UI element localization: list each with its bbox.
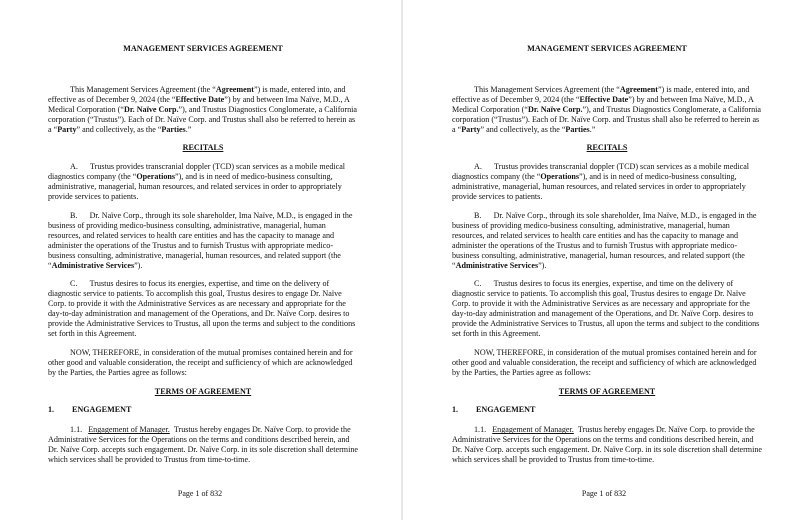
page-footer: Page 1 of 832 <box>581 489 627 498</box>
intro-paragraph: This Management Services Agreement (the “Agreement”) is made, entered into, and effective as of December 9, 2024 (the “Effective Date”) by and between Ima Naïve, M.D., A Medical Corporation (“Dr. Naïve Corp.”), and Trustus Diagnostics Conglomerate, a California corporation (“Trustus”). Each of Dr. Naïve Corp. and Trustus shall also be referred to herein as a “Party” and collectively, as the “Parties.” <box>452 84 762 134</box>
intro-paragraph: This Management Services Agreement (the “Agreement”) is made, entered into, and effective as of December 9, 2024 (the “Effective Date”) by and between Ima Naïve, M.D., A Medical Corporation (“Dr. Naïve Corp.”), and Trustus Diagnostics Conglomerate, a California corporation (“Trustus”). Each of Dr. Naïve Corp. and Trustus shall also be referred to herein as a “Party” and collectively, as the “Parties.” <box>48 84 358 134</box>
clause-1-1: 1.1. Engagement of Manager. Trustus hereby engages Dr. Naïve Corp. to provide the Administrative Services for the Operations on the terms and conditions described herein, and Dr. Naïve Corp. accepts such engagement. Dr. Naïve Corp. in its sole discretion shall determine which services shall be provided to Trustus from time-to-time. <box>452 425 762 465</box>
now-therefore-paragraph: NOW, THEREFORE, in consideration of the mutual promises contained herein and for other good and valuable consideration, the receipt and sufficiency of which are acknowledged by the Parties, the Parties agree as follows: <box>48 347 353 377</box>
page-divider <box>401 0 403 520</box>
page-right <box>404 0 804 520</box>
recital-c: C. Trustus desires to focus its energies, expertise, and time on the delivery of diagnostic service to patients. To accomplish this goal, Trustus desires to engage Dr. Naïve Corp. to provide it with the Administrative Services as are necessary and appropriate for the day-to-day administration and management of the Operations, and Dr. Naïve Corp. desires to provide the Administrative Services to Trustus, all upon the terms and subject to the conditions set forth in this Agreement. <box>452 279 760 338</box>
section-1-heading: 1. ENGAGEMENT <box>48 405 132 415</box>
recitals-heading: RECITALS <box>586 143 628 153</box>
recital-a: A. Trustus provides transcranial doppler (TCD) scan services as a mobile medical diagnostics company (the “Operations”), and is in need of medico-business consulting, administrative, managerial, human resources, and related services in order to appropriately provide services to patients. <box>48 162 346 202</box>
page-content <box>48 44 358 474</box>
page-left <box>0 0 400 520</box>
document-title: MANAGEMENT SERVICES AGREEMENT <box>527 44 687 53</box>
recital-b: B. Dr. Naïve Corp., through its sole shareholder, Ima Naïve, M.D., is engaged in the business of providing medico-business consulting, administrative, managerial, human resources, and related services to health care entities and has the capacity to manage and administer the operations of the Trustus and to furnish Trustus with appropriate medico-business consulting, administrative, managerial, human resources, and related support (the “Administrative Services”). <box>48 210 353 270</box>
now-therefore-paragraph: NOW, THEREFORE, in consideration of the mutual promises contained herein and for other good and valuable consideration, the receipt and sufficiency of which are acknowledged by the Parties, the Parties agree as follows: <box>452 347 757 377</box>
page-footer: Page 1 of 832 <box>177 489 223 498</box>
clause-1-1: 1.1. Engagement of Manager. Trustus hereby engages Dr. Naïve Corp. to provide the Administrative Services for the Operations on the terms and conditions described herein, and Dr. Naïve Corp. accepts such engagement. Dr. Naïve Corp. in its sole discretion shall determine which services shall be provided to Trustus from time-to-time. <box>48 425 358 465</box>
recital-a: A. Trustus provides transcranial doppler (TCD) scan services as a mobile medical diagnostics company (the “Operations”), and is in need of medico-business consulting, administrative, managerial, human resources, and related services in order to appropriately provide services to patients. <box>452 162 750 202</box>
recital-c: C. Trustus desires to focus its energies, expertise, and time on the delivery of diagnostic service to patients. To accomplish this goal, Trustus desires to engage Dr. Naïve Corp. to provide it with the Administrative Services as are necessary and appropriate for the day-to-day administration and management of the Operations, and Dr. Naïve Corp. desires to provide the Administrative Services to Trustus, all upon the terms and subject to the conditions set forth in this Agreement. <box>48 279 356 338</box>
section-1-heading: 1. ENGAGEMENT <box>452 405 536 415</box>
document-title: MANAGEMENT SERVICES AGREEMENT <box>123 44 283 53</box>
recital-b: B. Dr. Naïve Corp., through its sole shareholder, Ima Naïve, M.D., is engaged in the business of providing medico-business consulting, administrative, managerial, human resources, and related services to health care entities and has the capacity to manage and administer the operations of the Trustus and to furnish Trustus with appropriate medico-business consulting, administrative, managerial, human resources, and related support (the “Administrative Services”). <box>452 210 757 270</box>
recitals-heading: RECITALS <box>182 143 224 153</box>
terms-heading: TERMS OF AGREEMENT <box>154 386 252 396</box>
page-content <box>452 44 762 474</box>
terms-heading: TERMS OF AGREEMENT <box>558 386 656 396</box>
